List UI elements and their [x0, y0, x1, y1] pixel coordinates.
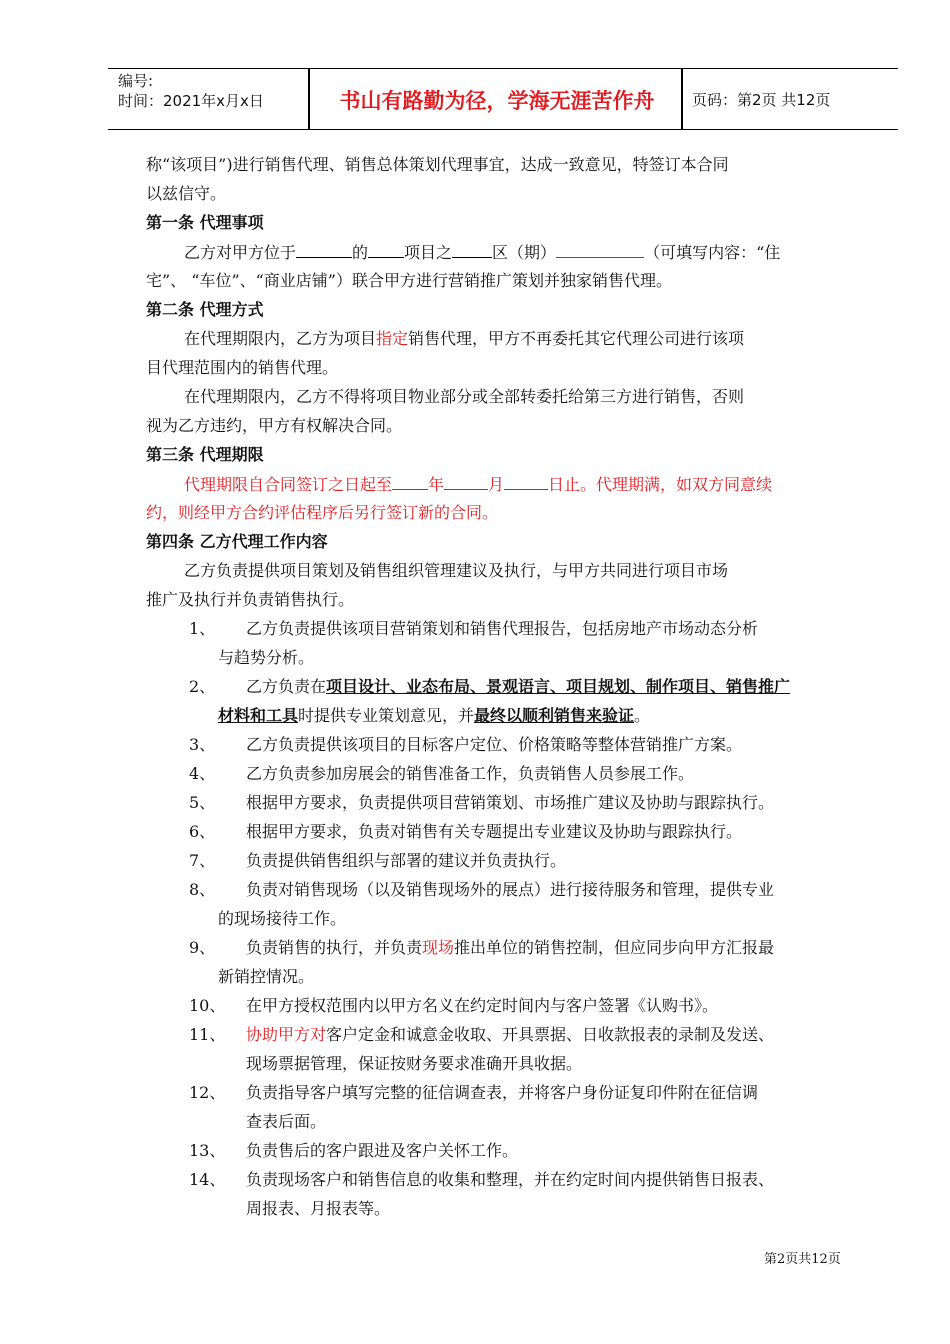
article-4-intro: 乙方负责提供项目策划及销售组织管理建议及执行，与甲方共同进行项目市场	[184, 561, 729, 580]
list-item	[246, 1024, 774, 1046]
text: 。	[634, 706, 651, 725]
text: 乙方负责在	[246, 677, 327, 696]
list-item: 乙方负责参加房展会的销售准备工作，负责销售人员参展工作。	[246, 764, 695, 783]
highlight-text: 指定	[376, 329, 409, 348]
header-motto: 书山有路勤为径，学海无涯苦作舟	[339, 89, 655, 113]
list-item	[246, 937, 774, 959]
list-item-number: 13、	[189, 1141, 226, 1160]
article-3-heading: 第三条 代理期限	[146, 445, 264, 464]
article-1-paragraph: 宅”、 “车位”、“商业店铺”）联合甲方进行营销推广策划并独家销售代理。	[146, 271, 672, 290]
text: 年	[428, 475, 445, 494]
list-item	[218, 705, 650, 727]
page-footer: 第2页共12页	[764, 1252, 841, 1267]
list-item-number: 12、	[189, 1083, 226, 1102]
text: 客户定金和诚意金收取、开具票据、日收款报表的录制及发送、	[326, 1025, 775, 1044]
list-item: 与趋势分析。	[218, 648, 315, 667]
article-4-heading: 第四条 乙方代理工作内容	[146, 532, 328, 551]
list-item-number: 9、	[189, 938, 216, 957]
list-item-number: 2、	[189, 677, 216, 696]
article-3-paragraph	[184, 473, 772, 496]
fill-blank[interactable]	[452, 241, 492, 258]
text: （可填写内容：“住	[644, 243, 781, 262]
list-item: 现场票据管理，保证按财务要求准确开具收据。	[246, 1054, 583, 1073]
header-divider	[308, 69, 310, 129]
list-item: 乙方负责提供该项目营销策划和销售代理报告，包括房地产市场动态分析	[246, 619, 759, 638]
text: 区（期）	[492, 243, 557, 262]
list-item: 在甲方授权范围内以甲方名义在约定时间内与客户签署《认购书》。	[246, 996, 719, 1015]
text: 乙方对甲方位于	[184, 243, 297, 262]
highlight-text: 现场	[422, 938, 455, 957]
fill-blank[interactable]	[444, 473, 488, 490]
list-item: 根据甲方要求，负责对销售有关专题提出专业建议及协助与跟踪执行。	[246, 822, 743, 841]
list-item	[246, 676, 790, 698]
fill-blank[interactable]	[392, 473, 428, 490]
list-item-number: 4、	[189, 764, 216, 783]
article-4-intro: 推广及执行并负责销售执行。	[146, 590, 355, 609]
article-1-heading: 第一条 代理事项	[146, 213, 264, 232]
text: 时提供专业策划意见，并	[298, 706, 475, 725]
fill-blank[interactable]	[368, 241, 404, 258]
article-2-paragraph: 视为乙方违约，甲方有权解决合同。	[146, 416, 403, 435]
list-item-number: 8、	[189, 880, 216, 899]
article-2-heading: 第二条 代理方式	[146, 300, 264, 319]
code-label: 编号:	[118, 72, 154, 90]
time-label: 时间：2021年x月x日	[118, 92, 264, 110]
text: 代理期限自合同签订之日起至	[184, 475, 393, 494]
text: 销售代理，甲方不再委托其它代理公司进行该项	[408, 329, 745, 348]
article-2-paragraph	[184, 328, 744, 350]
fill-blank[interactable]	[296, 241, 352, 258]
list-item-number: 6、	[189, 822, 216, 841]
page-header	[108, 68, 898, 130]
list-item: 的现场接待工作。	[218, 909, 347, 928]
highlight-text: 协助甲方对	[246, 1025, 327, 1044]
list-item: 负责对销售现场（以及销售现场外的展点）进行接待服务和管理，提供专业	[246, 880, 775, 899]
list-item: 乙方负责提供该项目的目标客户定位、价格策略等整体营销推广方案。	[246, 735, 743, 754]
text: 日止。代理期满，如双方同意续	[548, 475, 773, 494]
list-item-number: 11、	[189, 1025, 226, 1044]
list-item-number: 3、	[189, 735, 216, 754]
list-item: 新销控情况。	[218, 967, 315, 986]
list-item: 负责提供销售组织与部署的建议并负责执行。	[246, 851, 567, 870]
list-item-number: 14、	[189, 1170, 226, 1189]
intro-line: 称“该项目”)进行销售代理、销售总体策划代理事宜，达成一致意见，特签订本合同	[146, 155, 729, 174]
emphasis-text: 最终以顺利销售来验证	[474, 706, 635, 725]
list-item: 负责售后的客户跟进及客户关怀工作。	[246, 1141, 519, 1160]
list-item-number: 1、	[189, 619, 216, 638]
text: 负责销售的执行，并负责	[246, 938, 423, 957]
header-meta	[118, 71, 264, 111]
list-item: 周报表、月报表等。	[246, 1199, 391, 1218]
article-2-paragraph: 在代理期限内，乙方不得将项目物业部分或全部转委托给第三方进行销售，否则	[184, 387, 745, 406]
text: 在代理期限内，乙方为项目	[184, 329, 377, 348]
emphasis-text: 材料和工具	[218, 706, 299, 725]
list-item: 负责指导客户填写完整的征信调查表，并将客户身份证复印件附在征信调	[246, 1083, 759, 1102]
list-item: 负责现场客户和销售信息的收集和整理，并在约定时间内提供销售日报表、	[246, 1170, 775, 1189]
text: 项目之	[404, 243, 453, 262]
list-item-number: 7、	[189, 851, 216, 870]
text: 的	[352, 243, 369, 262]
list-item: 查表后面。	[246, 1112, 327, 1131]
fill-blank[interactable]	[556, 241, 644, 258]
article-3-paragraph: 约，则经甲方合约评估程序后另行签订新的合同。	[146, 503, 499, 522]
list-item-number: 5、	[189, 793, 216, 812]
text: 月	[488, 475, 505, 494]
text: 推出单位的销售控制，但应同步向甲方汇报最	[454, 938, 775, 957]
header-page-number: 页码：第2页 共12页	[692, 91, 831, 109]
emphasis-text: 项目设计、业态布局、景观语言、项目规划、制作项目、销售推广	[326, 677, 791, 696]
list-item-number: 10、	[189, 996, 226, 1015]
fill-blank[interactable]	[504, 473, 548, 490]
list-item: 根据甲方要求，负责提供项目营销策划、市场推广建议及协助与跟踪执行。	[246, 793, 775, 812]
article-1-paragraph	[184, 241, 780, 264]
intro-line: 以兹信守。	[146, 184, 227, 203]
article-2-paragraph: 目代理范围内的销售代理。	[146, 358, 339, 377]
